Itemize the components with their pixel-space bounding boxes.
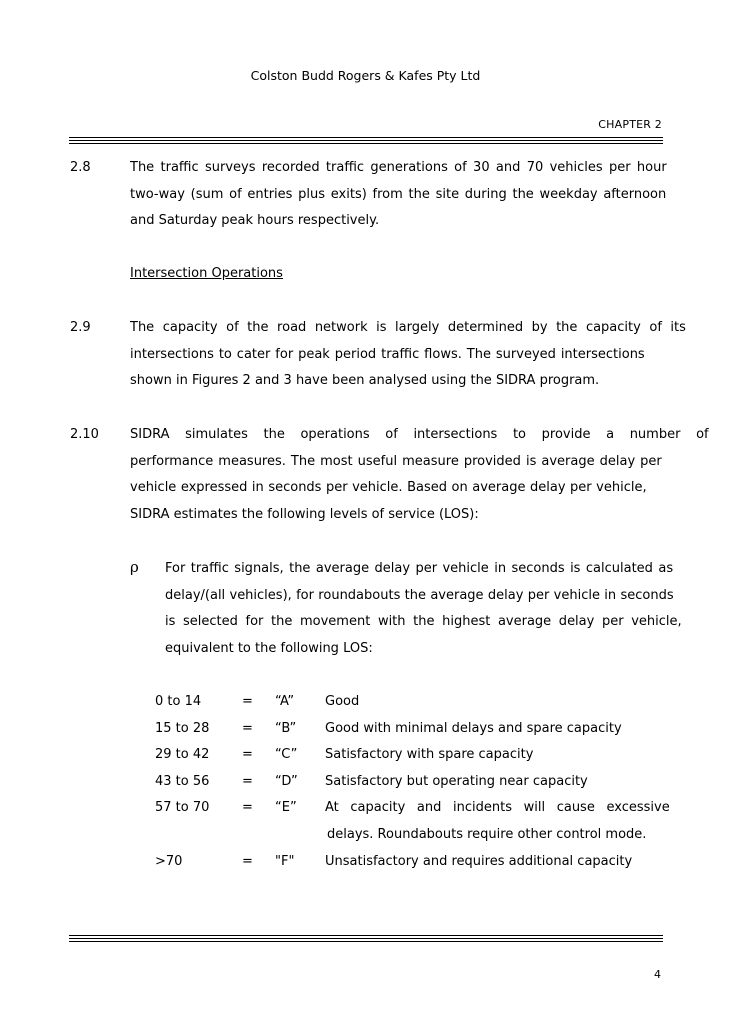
los-equals: = <box>242 721 253 736</box>
paragraph-2-8 <box>130 155 667 235</box>
paragraph-number: 2.8 <box>70 160 91 175</box>
los-grade: “B” <box>275 721 297 736</box>
bullet-line <box>165 583 674 610</box>
los-equals: = <box>242 800 253 815</box>
paragraph-number: 2.9 <box>70 320 91 335</box>
paragraph-line <box>130 155 667 182</box>
paragraph-line <box>130 208 661 235</box>
paragraph-2-9 <box>130 315 686 395</box>
header-rule-top <box>69 137 663 138</box>
los-grade: "F" <box>275 854 295 869</box>
paragraph-line-text: SIDRA simulates the operations of intersections to provide a number of <box>130 427 709 442</box>
paragraph-line-text: intersections to cater for peak period traffic flows. The surveyed intersections <box>130 346 645 362</box>
los-description: Unsatisfactory and requires additional capacity <box>325 854 633 869</box>
bullet-line-text: For traffic signals, the average delay per vehicle in seconds is calculated as <box>165 561 674 576</box>
los-description: Satisfactory with spare capacity <box>325 747 534 762</box>
bullet-paragraph <box>165 556 682 662</box>
paragraph-line-text: The traffic surveys recorded traffic generations of 30 and 70 vehicles per hour <box>130 160 667 175</box>
los-range: 43 to 56 <box>155 774 210 789</box>
los-equals: = <box>242 774 253 789</box>
paragraph-number: 2.10 <box>70 427 99 442</box>
header-rule-bottom <box>69 143 663 144</box>
los-grade: “C” <box>275 747 298 762</box>
paragraph-line <box>130 315 686 342</box>
section-subheading: Intersection Operations <box>130 266 283 281</box>
bullet-line-text: delay/(all vehicles), for roundabouts the average delay per vehicle in seconds <box>165 587 674 603</box>
paragraph-line <box>130 449 661 476</box>
los-description: At capacity and incidents will cause excessive <box>325 800 670 815</box>
los-equals: = <box>242 694 253 709</box>
bullet-line <box>165 609 682 636</box>
los-grade: “D” <box>275 774 298 789</box>
los-description: Satisfactory but operating near capacity <box>325 774 588 789</box>
los-range: 57 to 70 <box>155 800 210 815</box>
header-rule-middle <box>69 140 663 141</box>
footer-rule-top <box>69 935 663 936</box>
bullet-line <box>165 556 674 583</box>
paragraph-line-text: shown in Figures 2 and 3 have been analysed using the SIDRA program. <box>130 373 600 388</box>
los-range: 0 to 14 <box>155 694 202 709</box>
paragraph-line <box>130 422 709 449</box>
paragraph-line-text: two-way (sum of entries plus exits) from the site during the weekday afternoon <box>130 186 667 202</box>
los-description-continued: delays. Roundabouts require other control mode. <box>327 827 647 842</box>
los-equals: = <box>242 747 253 762</box>
paragraph-2-10 <box>130 422 709 528</box>
paragraph-line <box>130 502 661 529</box>
los-equals: = <box>242 854 253 869</box>
bullet-line <box>165 636 661 663</box>
header-chapter-label: CHAPTER 2 <box>598 118 662 131</box>
bullet-line-text: equivalent to the following LOS: <box>165 640 373 656</box>
page-number: 4 <box>654 968 661 981</box>
paragraph-line-text: The capacity of the road network is largely determined by the capacity of its <box>130 320 686 335</box>
los-grade: “E” <box>275 800 297 815</box>
bullet-rho-icon: ρ <box>130 558 139 576</box>
paragraph-line <box>130 368 661 395</box>
bullet-line-text: is selected for the movement with the highest average delay per vehicle, <box>165 614 682 629</box>
footer-rule-middle <box>69 938 663 939</box>
paragraph-line <box>130 182 667 209</box>
los-description: Good with minimal delays and spare capacity <box>325 721 622 736</box>
paragraph-line <box>130 342 661 369</box>
los-range: 15 to 28 <box>155 721 210 736</box>
los-grade: “A” <box>275 694 295 709</box>
los-description: Good <box>325 694 360 709</box>
los-range: 29 to 42 <box>155 747 210 762</box>
paragraph-line-text: SIDRA estimates the following levels of service (LOS): <box>130 506 479 522</box>
paragraph-line <box>130 475 661 502</box>
footer-rule-bottom <box>69 941 663 942</box>
paragraph-line-text: and Saturday peak hours respectively. <box>130 213 380 228</box>
paragraph-line-text: vehicle expressed in seconds per vehicle. Based on average delay per vehicle, <box>130 480 647 495</box>
header-company-name: Colston Budd Rogers & Kafes Pty Ltd <box>250 68 481 83</box>
paragraph-line-text: performance measures. The most useful measure provided is average delay per <box>130 453 662 469</box>
los-range: >70 <box>155 854 183 869</box>
